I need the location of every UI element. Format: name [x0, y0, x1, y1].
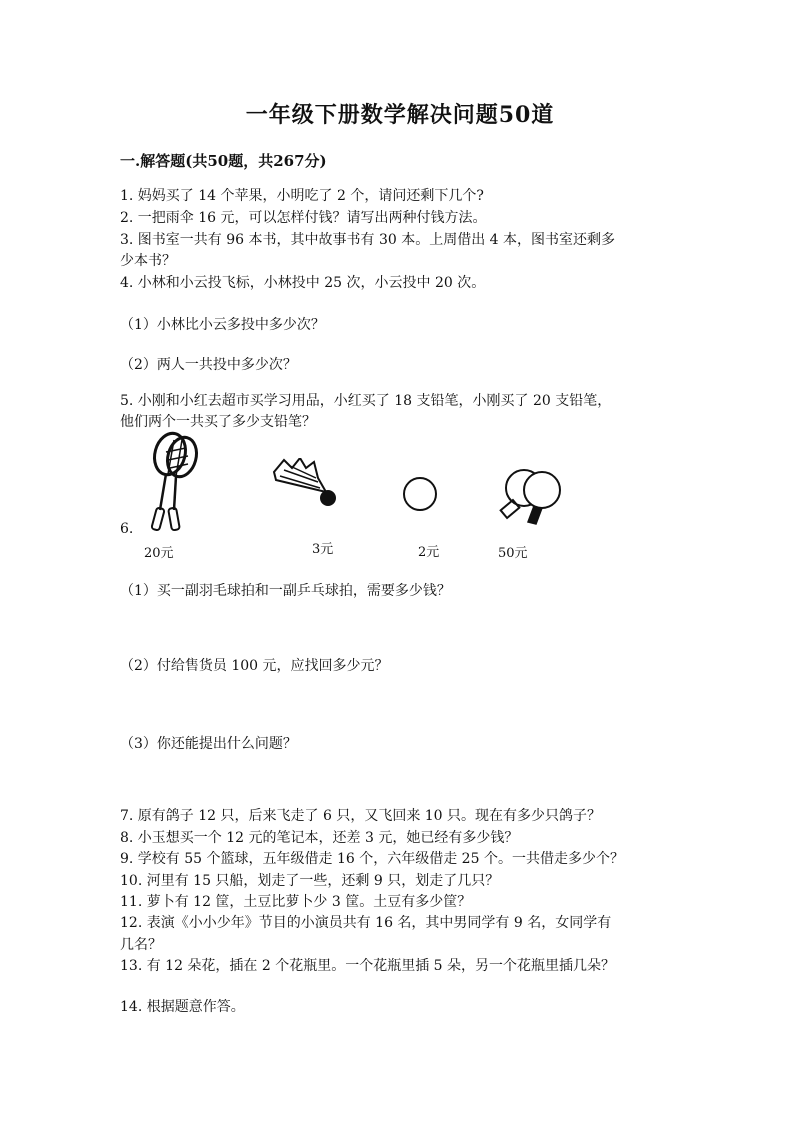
- question-12-line-2: 几名？: [120, 937, 162, 953]
- question-6-sub-3: （3）你还能提出什么问题？: [120, 736, 297, 752]
- ping-pong-ball-icon: [400, 474, 440, 514]
- question-5-line-2: 他们两个一共买了多少支铅笔？: [120, 414, 316, 430]
- question-3-line-1: 3. 图书室一共有 96 本书，其中故事书有 30 本。上周借出 4 本，图书室还剩多: [120, 232, 616, 248]
- question-4-sub-1: （1）小林比小云多投中多少次？: [120, 317, 325, 333]
- item-price-1: 20元: [144, 546, 174, 561]
- question-6-sub-1: （1）买一副羽毛球拍和一副乒乓球拍，需要多少钱？: [120, 583, 451, 599]
- shuttlecock-icon: [270, 458, 338, 510]
- question-4-sub-2: （2）两人一共投中多少次？: [120, 357, 297, 373]
- question-7: 7. 原有鸽子 12 只，后来飞走了 6 只，又飞回来 10 只。现在有多少只鸽子？: [120, 808, 602, 824]
- question-14: 14. 根据题意作答。: [120, 999, 245, 1015]
- item-price-2: 3元: [312, 542, 334, 557]
- question-8: 8. 小玉想买一个 12 元的笔记本，还差 3 元，她已经有多少钱？: [120, 830, 519, 846]
- question-4: 4. 小林和小云投飞标，小林投中 25 次，小云投中 20 次。: [120, 275, 486, 291]
- question-9: 9. 学校有 55 个篮球，五年级借走 16 个，六年级借走 25 个。一共借走多少个？: [120, 851, 624, 867]
- page-title: 一年级下册数学解决问题50道: [245, 102, 555, 128]
- question-10: 10. 河里有 15 只船，划走了一些，还剩 9 只，划走了几只？: [120, 873, 500, 889]
- question-11: 11. 萝卜有 12 筐，土豆比萝卜少 3 筐。土豆有多少筐？: [120, 894, 472, 910]
- question-2: 2. 一把雨伞 16 元，可以怎样付钱？请写出两种付钱方法。: [120, 210, 487, 226]
- question-6-pictures: [120, 430, 580, 565]
- section-heading: 一.解答题(共50题，共267分): [120, 152, 327, 170]
- badminton-racket-icon: [144, 430, 204, 535]
- item-price-4: 50元: [498, 546, 528, 561]
- question-5-line-1: 5. 小刚和小红去超市买学习用品，小红买了 18 支铅笔，小刚买了 20 支铅笔，: [120, 393, 612, 409]
- question-6-number: 6.: [120, 521, 134, 537]
- question-6-sub-2: （2）付给售货员 100 元，应找回多少元？: [120, 658, 389, 674]
- question-3-line-2: 少本书？: [120, 253, 176, 269]
- question-12-line-1: 12. 表演《小小少年》节目的小演员共有 16 名，其中男同学有 9 名，女同学有: [120, 915, 612, 931]
- ping-pong-paddle-icon: [498, 466, 568, 528]
- item-price-3: 2元: [418, 545, 440, 560]
- question-13: 13. 有 12 朵花，插在 2 个花瓶里。一个花瓶里插 5 朵，另一个花瓶里插几朵？: [120, 958, 616, 974]
- question-1: 1. 妈妈买了 14 个苹果，小明吃了 2 个，请问还剩下几个?: [120, 188, 484, 204]
